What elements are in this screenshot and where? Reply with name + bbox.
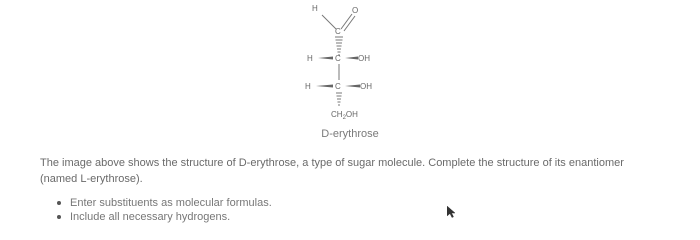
atom-c2-h: H — [307, 54, 313, 63]
bond-h-c1 — [322, 15, 336, 29]
atom-c3-c: C — [335, 82, 341, 91]
atom-c3-oh: OH — [360, 82, 372, 91]
wedge-bond-c3-oh — [345, 85, 360, 88]
wedge-bond-c2-oh — [345, 57, 358, 60]
question-text: The image above shows the structure of D-erythrose, a type of sugar molecule. Complete the structure of its enantiomer (named L-erythrose). — [40, 157, 624, 185]
atom-carbonyl-o: O — [352, 6, 359, 15]
instruction-item: Include all necessary hydrogens. — [55, 210, 272, 224]
atom-c2-c: C — [335, 54, 341, 63]
wedge-bond-c2-h — [318, 57, 333, 60]
mouse-pointer-icon — [447, 206, 457, 218]
atom-top-h: H — [312, 4, 318, 13]
instruction-item: Enter substituents as molecular formulas. — [55, 196, 272, 210]
hashed-bond-c1-c2 — [335, 37, 343, 55]
atom-c3-h: H — [305, 82, 311, 91]
atom-carbonyl-c: C — [335, 27, 341, 36]
atom-ch2oh: $CH_2OH$ — [331, 110, 358, 121]
instruction-list — [55, 196, 272, 224]
hashed-bond-c3-c4 — [336, 93, 342, 105]
atom-c2-oh: OH — [358, 54, 370, 63]
molecule-caption: D-erythrose — [321, 128, 379, 140]
wedge-bond-c3-h — [316, 85, 333, 88]
